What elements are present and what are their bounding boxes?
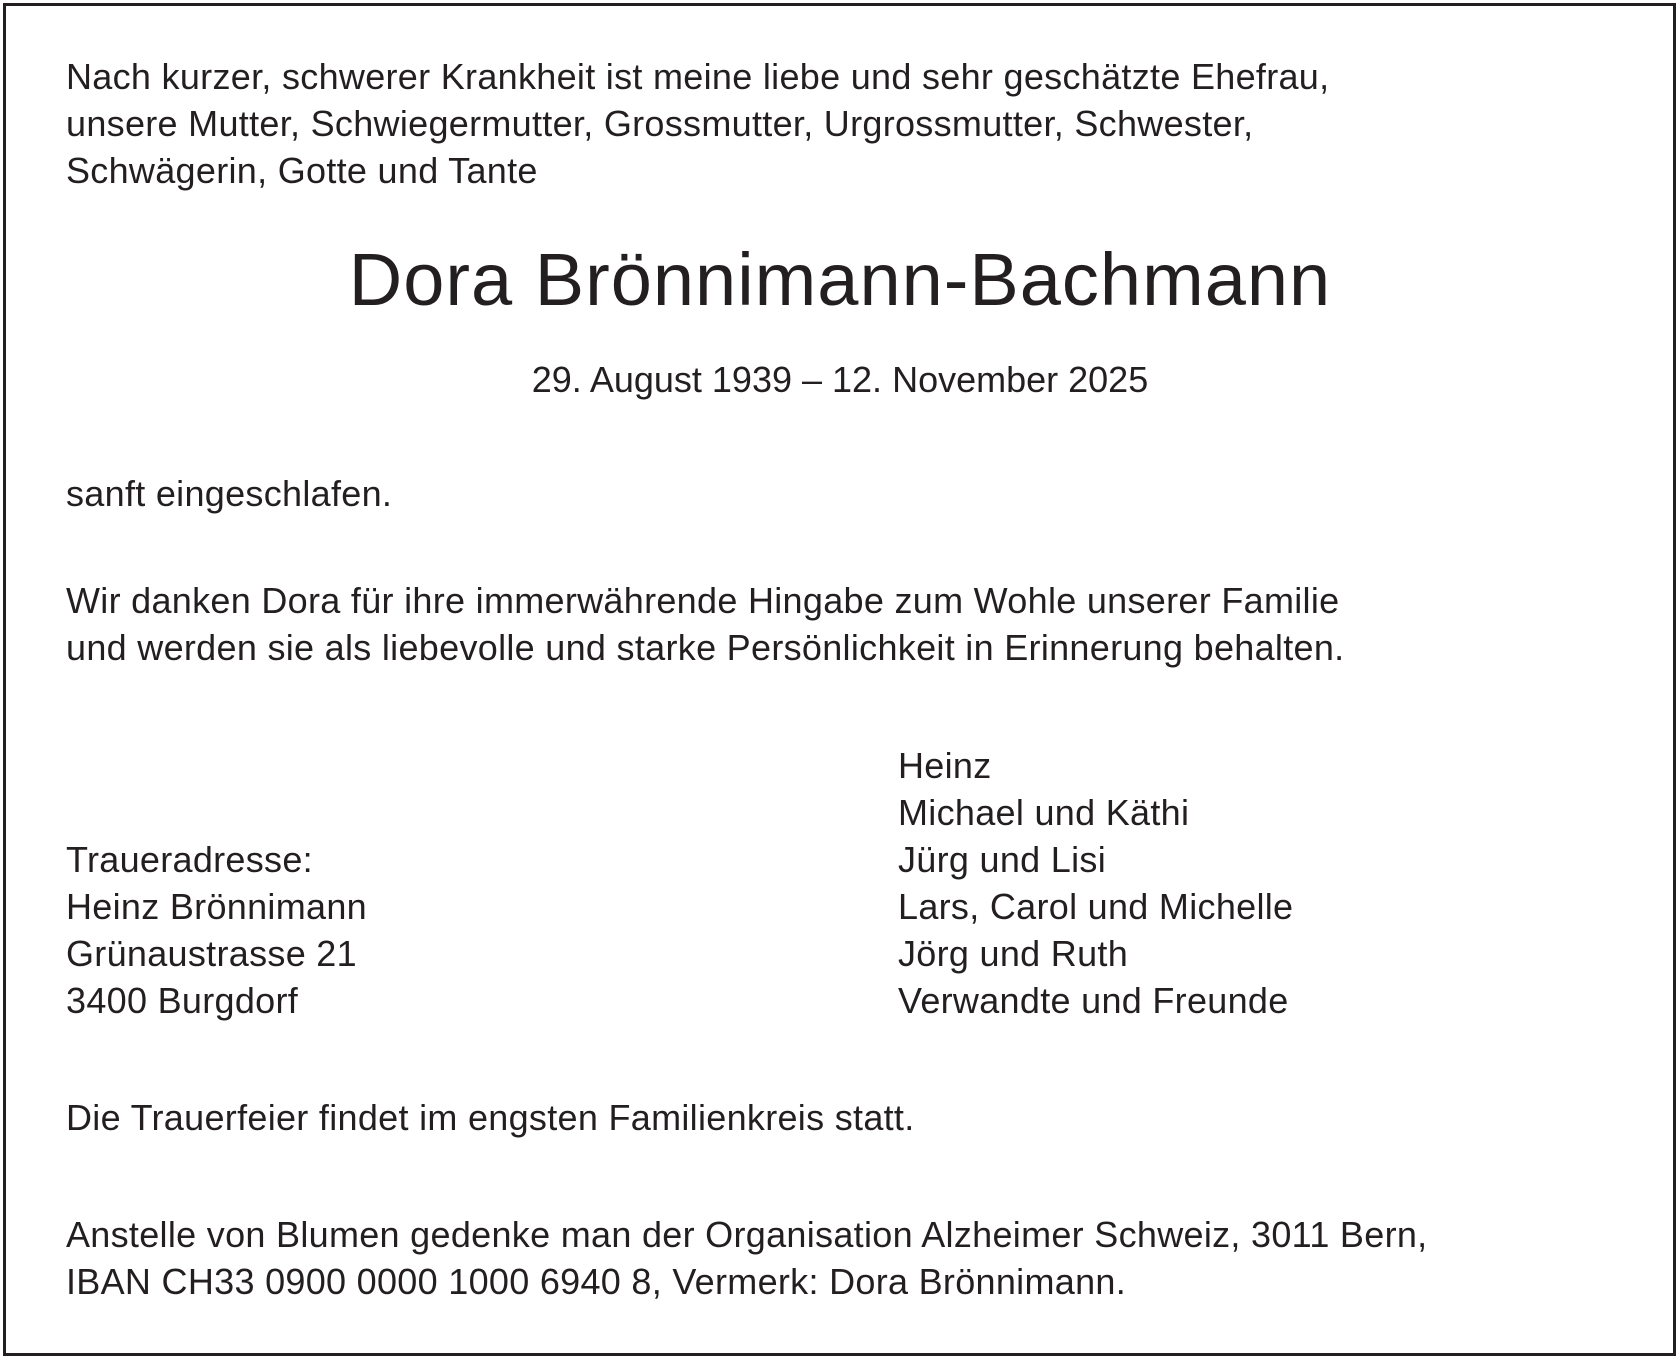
mourner-item: Lars, Carol und Michelle [898, 886, 1294, 927]
address-label: Traueradresse: [66, 839, 313, 880]
notice-border [3, 3, 1676, 1356]
donation-line-1: Anstelle von Blumen gedenke man der Organisation Alzheimer Schweiz, 3011 Bern, [66, 1214, 1428, 1255]
deceased-name: Dora Brönnimann-Bachmann [348, 238, 1332, 321]
passing-text: sanft eingeschlafen. [66, 473, 393, 514]
mourner-item: Jörg und Ruth [898, 933, 1129, 974]
address-name: Heinz Brönnimann [66, 886, 367, 927]
mourner-item: Verwandte und Freunde [898, 980, 1289, 1021]
intro-line-1: Nach kurzer, schwerer Krankheit ist meine liebe und sehr geschätzte Ehefrau, [66, 56, 1330, 97]
intro-line-3: Schwägerin, Gotte und Tante [66, 150, 538, 191]
tribute-line-1: Wir danken Dora für ihre immerwährende Hingabe zum Wohle unserer Familie [66, 580, 1340, 621]
donation-line-2: IBAN CH33 0900 0000 1000 6940 8, Vermerk: Dora Brönnimann. [66, 1261, 1127, 1302]
mourner-item: Jürg und Lisi [898, 839, 1107, 880]
intro-line-2: unsere Mutter, Schwiegermutter, Grossmutter, Urgrossmutter, Schwester, [66, 103, 1254, 144]
mourner-item: Heinz [898, 745, 992, 786]
life-dates: 29. August 1939 – 12. November 2025 [531, 359, 1149, 400]
address-city: 3400 Burgdorf [66, 980, 299, 1021]
ceremony-text: Die Trauerfeier findet im engsten Familienkreis statt. [66, 1097, 915, 1138]
address-street: Grünaustrasse 21 [66, 933, 357, 974]
mourner-item: Michael und Käthi [898, 792, 1190, 833]
tribute-line-2: und werden sie als liebevolle und starke Persönlichkeit in Erinnerung behalten. [66, 627, 1345, 668]
